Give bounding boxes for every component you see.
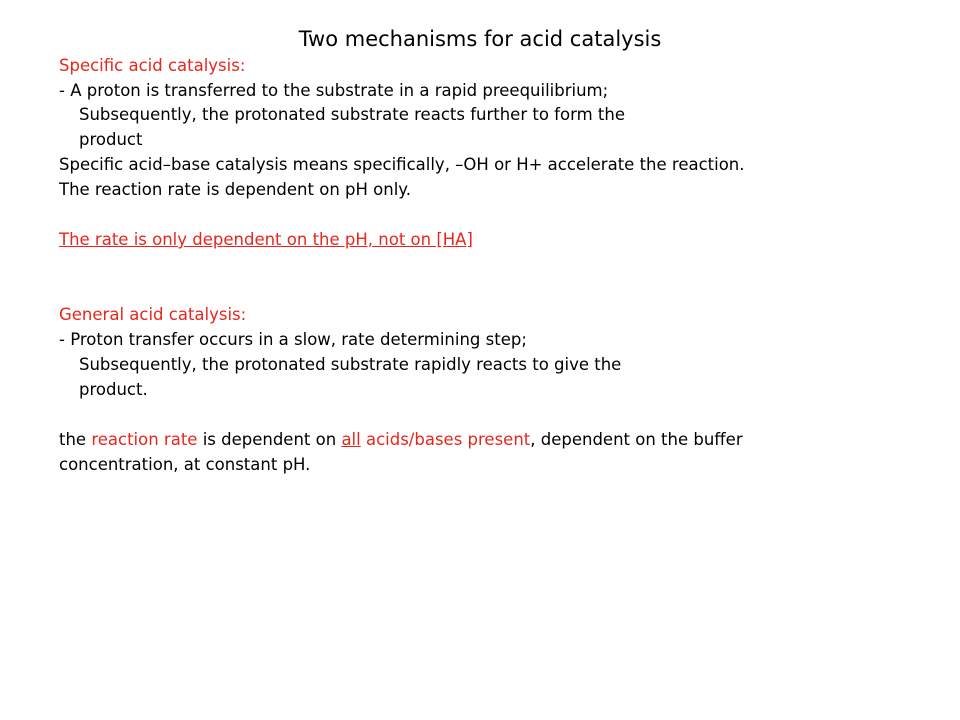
specific-line-2: Subsequently, the protonated substrate reacts further to form the [79,105,625,124]
slide-title: Two mechanisms for acid catalysis [298,27,662,51]
specific-line-4: Specific acid–base catalysis means specifically, –OH or H+ accelerate the reaction. [59,155,745,174]
general-line-1: - Proton transfer occurs in a slow, rate determining step; [59,330,527,349]
specific-emphasis: The rate is only dependent on the pH, not on [HA] [59,230,473,249]
specific-line-3: product [79,130,143,149]
specific-line-1: - A proton is transferred to the substrate in a rapid preequilibrium; [59,81,609,100]
general-line-3: product. [79,380,148,399]
specific-line-5: The reaction rate is dependent on pH only. [59,180,411,199]
rate-all: all [341,430,361,449]
rate-highlight: reaction rate [91,430,198,449]
general-line-2: Subsequently, the protonated substrate rapidly reacts to give the [79,355,622,374]
general-rate-line [59,429,743,451]
specific-heading: Specific acid catalysis: [59,56,246,75]
rate-post: , dependent on the buffer [530,430,743,449]
rate-pre: the [59,430,92,449]
general-line-last: concentration, at constant pH. [59,455,311,474]
rate-acids: acids/bases present [365,430,531,449]
general-heading: General acid catalysis: [59,305,247,324]
rate-mid: is dependent on [197,430,342,449]
